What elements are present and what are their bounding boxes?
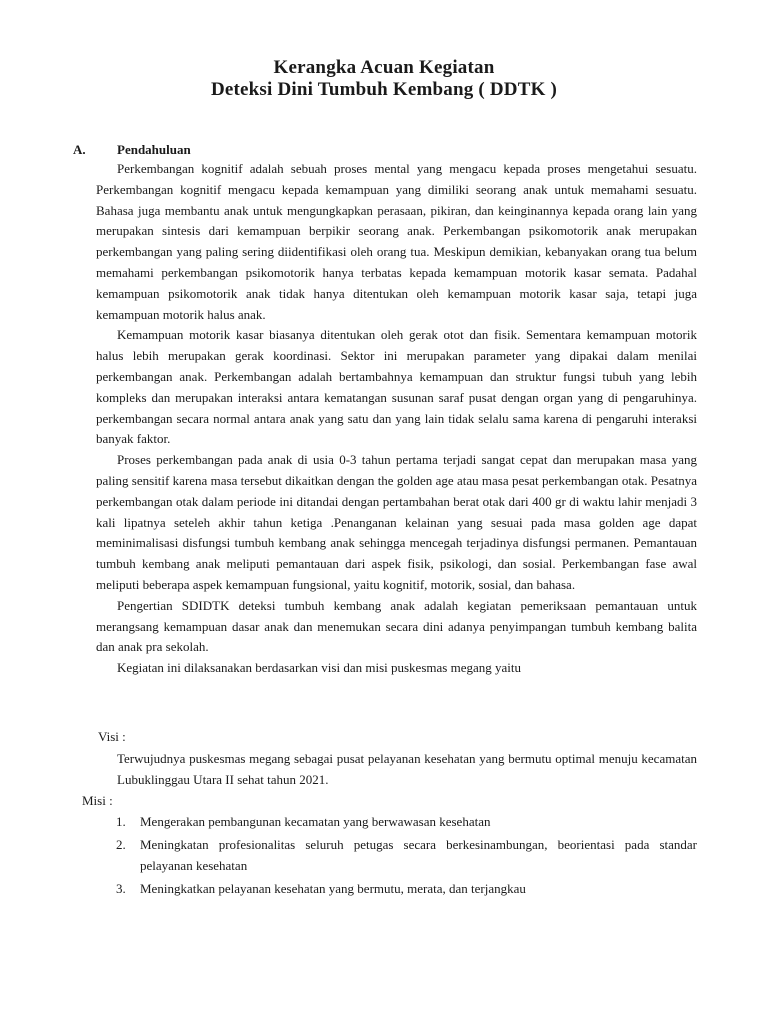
misi-item-number: 2. <box>116 837 126 852</box>
misi-item <box>96 811 697 832</box>
misi-item-text: Meningkatkan pelayanan kesehatan yang bermutu, merata, dan terjangkau <box>140 881 526 896</box>
misi-item-number: 1. <box>116 814 126 829</box>
document-title-line2: Deteksi Dini Tumbuh Kembang ( DDTK ) <box>210 79 558 100</box>
paragraph: Perkembangan kognitif adalah sebuah proses mental yang mengacu kepada proses mengetahui sesuatu. Perkembangan kognitif mengacu kepada kemampuan yang dimiliki seorang anak untuk memahami sesuatu. Bahasa juga membantu anak untuk mengungkapkan perasaan, pikiran, dan keinginannya kepada orang lain yang merupakan sintesis dari kemampuan berpikir seorang anak. Perkembangan psikomotorik anak merupakan perkembangan yang paling sering diidentifikasi oleh orang tua. Meskipun demikian, kebanyakan orang tua belum memahami perkembangan psikomotorik hanya terbatas kepada kemampuan motorik kasar semata. Padahal kemampuan psikomotorik anak tidak hanya ditentukan oleh kemampuan motorik kasar saja, tetapi juga kemampuan motorik halus anak. <box>96 161 697 322</box>
visi-text: Terwujudnya puskesmas megang sebagai pusat pelayanan kesehatan yang bermutu optimal menuju kecamatan Lubuklinggau Utara II sehat tahun 2021. <box>117 751 697 787</box>
misi-label: Misi : <box>82 793 113 808</box>
section-title: Pendahuluan <box>117 142 191 157</box>
paragraph: Pengertian SDIDTK deteksi tumbuh kembang anak adalah kegiatan pemeriksaan pemantauan untuk merangsang kemampuan dasar anak dan menemukan secara dini adanya penyimpangan tumbuh kembang balita dan anak pra sekolah. <box>96 597 697 655</box>
misi-item-number: 3. <box>116 881 126 896</box>
paragraph: Kemampuan motorik kasar biasanya ditentukan oleh gerak otot dan fisik. Sementara kemampuan motorik halus lebih merupakan gerak koordinasi. Sektor ini merupakan parameter yang dipakai dalam menilai perkembangan anak. Perkembangan adalah bertambahnya kemampuan dan struktur fungsi tubuh yang lebih kompleks dan merupakan interaksi antara kematangan susunan saraf pusat dengan organ yang di pengaruhinya. perkembangan secara normal antara anak yang satu dan yang lain tidak selalu sama karena di pengaruhi interaksi banyak faktor. <box>96 327 697 447</box>
paragraph: Kegiatan ini dilaksanakan berdasarkan visi dan misi puskesmas megang yaitu <box>117 660 521 676</box>
paragraph: Proses perkembangan pada anak di usia 0-3 tahun pertama terjadi sangat cepat dan merupakan masa yang paling sensitif karena masa tersebut dikaitkan dengan the golden age atau masa pesat perkembangan otak. Pesatnya perkembangan otak dalam periode ini ditandai dengan pertambahan berat otak dari 400 gr di waktu lahir menjadi 3 kali lipatnya seteleh akhir tahun ketiga .Penanganan kelainan yang sesuai pada masa golden age dapat meminimalisasi disfungsi tumbuh kembang anak sehingga mencegah terjadinya disfungsi permanen. Pemantauan tumbuh kembang anak meliputi pemantauan dari aspek fisik, psikologi, dan sosial. Perkembangan fase awal meliputi beberapa aspek kemampuan fungsional, yaitu kognitif, motorik, sosial, dan bahasa. <box>96 452 697 592</box>
section-body <box>96 159 697 679</box>
misi-item <box>96 878 697 899</box>
visi-label: Visi : <box>98 729 126 744</box>
section-letter: A. <box>73 142 86 157</box>
misi-list <box>96 811 697 901</box>
misi-item-text: Mengerakan pembangunan kecamatan yang berwawasan kesehatan <box>140 814 491 829</box>
document-title-line1: Kerangka Acuan Kegiatan <box>273 57 495 78</box>
misi-item-text: Meningkatan profesionalitas seluruh petugas secara berkesinambungan, beorientasi pada standar pelayanan kesehatan <box>140 837 697 873</box>
misi-item <box>96 834 697 876</box>
